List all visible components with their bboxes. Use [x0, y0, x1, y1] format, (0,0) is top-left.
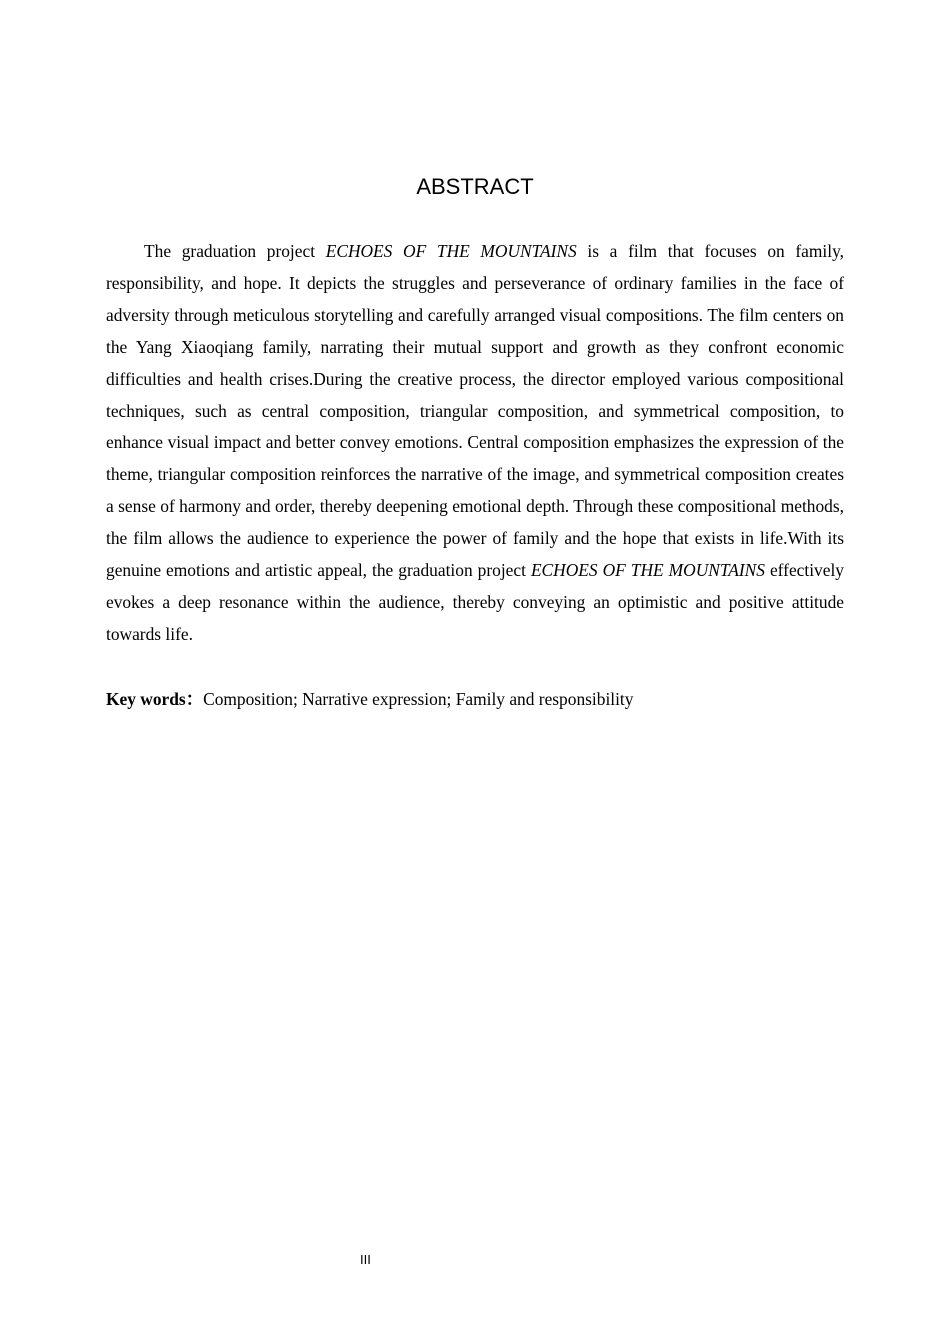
keywords-value: Composition; Narrative expression; Family and responsibility	[203, 689, 634, 709]
abstract-title: ABSTRACT	[416, 174, 534, 199]
film-title: ECHOES OF THE MOUNTAINS	[325, 241, 577, 261]
film-title: ECHOES OF THE MOUNTAINS	[530, 560, 765, 581]
abstract-text-segment-1: The graduation project	[144, 241, 326, 261]
abstract-text-segment-3: effectively evokes a deep resonance within the audience, thereby conveying an optimistic and positive attitude towards life.	[106, 560, 844, 644]
abstract-paragraph	[106, 236, 844, 651]
keywords-line	[106, 684, 844, 714]
keywords-label: Key words：	[106, 689, 204, 709]
abstract-text-segment-2: is a film that focuses on family, responsibility, and hope. It depicts the struggles and perseverance of ordinary families in the face of adversity through meticulous storytelling and carefully arranged visual compositions. The film centers on the Yang Xiaoqiang family, narrating their mutual support and growth as they confront economic difficulties and health crises.During the creative process, the director employed various compositional techniques, such as central composition, triangular composition, and symmetrical composition, to enhance visual impact and better convey emotions. Central composition emphasizes the expression of the theme, triangular composition reinforces the narrative of the image, and symmetrical composition creates a sense of harmony and order, thereby deepening emotional depth. Through these compositional methods, the film allows the audience to experience the power of family and the hope that exists in life.With its genuine emotions and artistic appeal, the graduation project	[106, 241, 844, 581]
page-number: III	[360, 1252, 371, 1267]
